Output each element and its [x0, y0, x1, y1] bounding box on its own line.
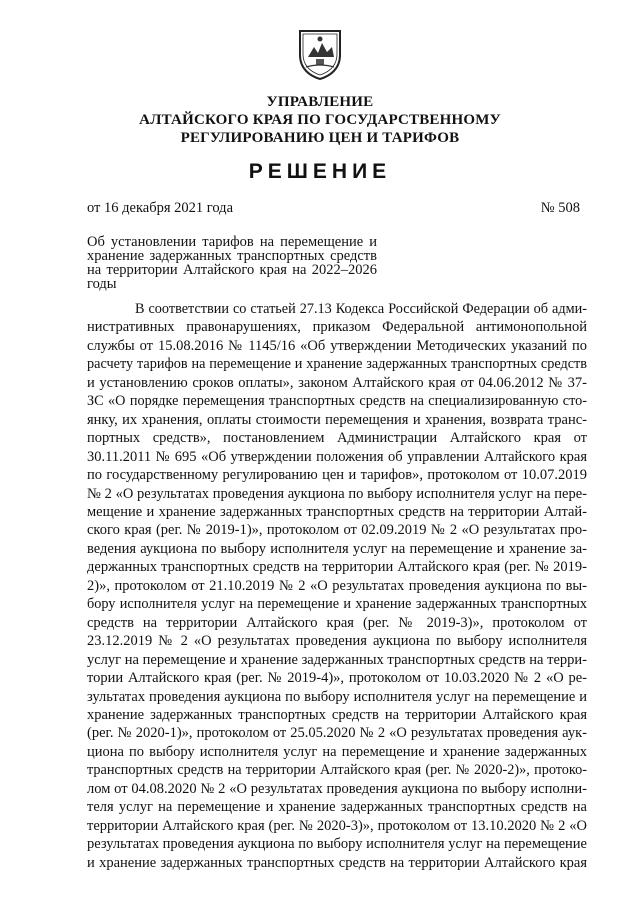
org-name-line-3: РЕГУЛИРОВАНИЮ ЦЕН И ТАРИФОВ: [180, 130, 460, 146]
body-line: ведения аукциона по выбору исполнителя услуг на перемещение и хранение за-: [87, 540, 587, 557]
body-line: (рег. № 2020-1)», протоколом от 25.05.2020 № 2 «О результатах проведения аук-: [87, 725, 587, 742]
document-subject: [87, 235, 377, 291]
body-line: по государственному регулированию цен и тарифов», протоколом от 10.07.2019: [87, 467, 587, 484]
document-date: от 16 декабря 2021 года: [87, 200, 233, 216]
body-line: держанных транспортных средств на территории Алтайского края (рег. № 2019-: [87, 559, 587, 576]
body-line: 23.12.2019 № 2 «О результатах проведения аукциона по выбору исполнителя: [87, 633, 587, 650]
body-line: транспортных средств на территории Алтайского края (рег. № 2020-2)», протоко-: [87, 762, 587, 779]
document-type-title: РЕШЕНИЕ: [248, 160, 392, 183]
body-line: ского края (рег. № 2019-1)», протоколом от 02.09.2019 № 2 «О результатах про-: [87, 522, 587, 539]
body-line: и хранение задержанных транспортных средств на территории Алтайского края: [87, 854, 587, 871]
body-line: тории Алтайского края (рег. № 2019-4)», протоколом от 10.03.2020 № 2 «О ре-: [87, 670, 587, 687]
body-line: мещение и хранение задержанных транспортных средств на территории Алтай-: [87, 503, 587, 520]
subject-line: хранение задержанных транспортных средств: [87, 248, 377, 264]
subject-line: Об установлении тарифов на перемещение и: [87, 234, 377, 250]
body-line: службы от 15.08.2016 № 1145/16 «Об утверждении Методических указаний по: [87, 337, 587, 354]
body-line: № 2 «О результатах проведения аукциона по выбору исполнителя услуг на пере-: [87, 485, 587, 502]
body-line: и установлению сроков оплаты», законом Алтайского края от 04.06.2012 № 37-: [87, 374, 587, 391]
body-line: янку, их хранения, оплаты стоимости перемещения и хранения, возврата транс-: [87, 411, 587, 428]
body-line: средств на территории Алтайского края (рег. № 2019-3)», протоколом от: [87, 614, 587, 631]
body-line: теля услуг на перемещение и хранение задержанных транспортных средств на: [87, 799, 587, 816]
subject-line: годы: [87, 276, 117, 292]
coat-of-arms-icon: [296, 27, 344, 81]
body-line: 30.11.2011 № 695 «Об утверждении положения об управлении Алтайского края: [87, 448, 587, 465]
body-line: результатах проведения аукциона по выбору исполнителя услуг на перемещение: [87, 836, 587, 853]
body-line: ЗС «О порядке перемещения транспортных средств на специализированную сто-: [87, 393, 587, 410]
body-line: 2)», протоколом от 21.10.2019 № 2 «О результатах проведения аукциона по вы-: [87, 577, 587, 594]
body-line: территории Алтайского края (рег. № 2020-3)», протоколом от 13.10.2020 № 2 «О: [87, 817, 587, 834]
body-line: лом от 04.08.2020 № 2 «О результатах проведения аукциона по выбору исполни-: [87, 780, 587, 797]
document-body: [87, 300, 587, 872]
body-line: хранение задержанных транспортных средств на территории Алтайского края: [87, 706, 587, 723]
body-line: нистративных правонарушениях, приказом Федеральной антимонопольной: [87, 319, 587, 336]
org-name-line-2: АЛТАЙСКОГО КРАЯ ПО ГОСУДАРСТВЕННОМУ: [139, 112, 501, 128]
body-line: зультатах проведения аукциона по выбору исполнителя услуг на перемещение и: [87, 688, 587, 705]
subject-line: на территории Алтайского края на 2022–2026: [87, 262, 377, 278]
body-line: портных средств», постановлением Администрации Алтайского края от: [87, 430, 587, 447]
body-line: циона по выбору исполнителя услуг на перемещение и хранение задержанных: [87, 743, 587, 760]
body-line: В соответствии со статьей 27.13 Кодекса Российской Федерации об адми-: [135, 301, 587, 317]
body-line: услуг на перемещение и хранение задержанных транспортных средств на терри-: [87, 651, 587, 668]
document-number: № 508: [540, 200, 580, 216]
org-name-line-1: УПРАВЛЕНИЕ: [266, 94, 374, 110]
body-line: бору исполнителя услуг на перемещение и хранение задержанных транспортных: [87, 596, 587, 613]
body-line: расчету тарифов на перемещение и хранение задержанных транспортных средств: [87, 356, 587, 373]
